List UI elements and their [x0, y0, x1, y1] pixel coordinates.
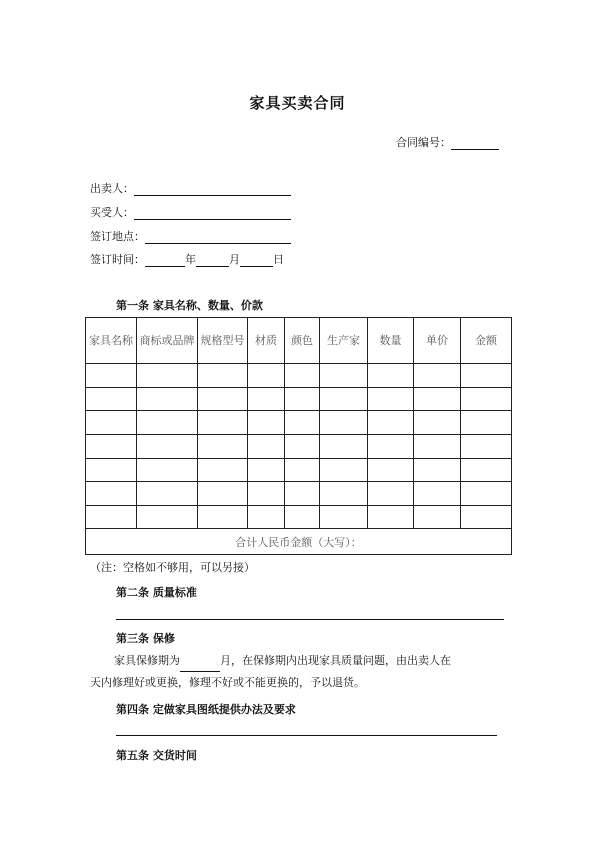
table-cell[interactable]: [137, 505, 198, 529]
col-manufacturer: 生产家: [320, 318, 368, 364]
goods-table: [85, 317, 512, 555]
contract-number: [396, 134, 499, 150]
article4-blank-line[interactable]: [116, 735, 497, 736]
total-label[interactable]: 合计人民币金额（大写）：: [86, 529, 512, 555]
col-spec: 规格型号: [198, 318, 248, 364]
table-cell[interactable]: [368, 364, 414, 388]
table-cell[interactable]: [248, 434, 285, 458]
article4-heading: 第四条 定做家具图纸提供办法及要求: [116, 703, 296, 716]
table-row: [86, 482, 512, 506]
table-cell[interactable]: [461, 482, 512, 506]
table-cell[interactable]: [285, 458, 320, 482]
table-cell[interactable]: [285, 364, 320, 388]
table-cell[interactable]: [368, 505, 414, 529]
article3-text-a: 家具保修期为: [114, 654, 180, 667]
place-label: 签订地点：: [90, 230, 145, 243]
contract-number-label: 合同编号：: [396, 136, 451, 149]
col-material: 材质: [248, 318, 285, 364]
table-cell[interactable]: [285, 505, 320, 529]
table-cell[interactable]: [320, 434, 368, 458]
table-cell[interactable]: [86, 387, 137, 411]
table-cell[interactable]: [461, 505, 512, 529]
col-unit-price: 单价: [414, 318, 461, 364]
table-row: [86, 458, 512, 482]
table-cell[interactable]: [461, 458, 512, 482]
table-cell[interactable]: [285, 434, 320, 458]
buyer-field: [90, 204, 291, 220]
table-cell[interactable]: [137, 434, 198, 458]
table-cell[interactable]: [285, 387, 320, 411]
buyer-blank[interactable]: [134, 207, 291, 220]
year-blank[interactable]: [145, 254, 185, 267]
table-cell[interactable]: [86, 434, 137, 458]
table-cell[interactable]: [320, 387, 368, 411]
col-color: 颜色: [285, 318, 320, 364]
table-cell[interactable]: [248, 387, 285, 411]
table-cell[interactable]: [86, 411, 137, 435]
month-label: 月: [229, 253, 240, 266]
article2-blank-line[interactable]: [116, 619, 504, 620]
table-row: [86, 411, 512, 435]
table-cell[interactable]: [368, 482, 414, 506]
table-cell[interactable]: [248, 411, 285, 435]
total-row: [86, 529, 512, 555]
table-cell[interactable]: [86, 482, 137, 506]
table-cell[interactable]: [198, 364, 248, 388]
table-cell[interactable]: [414, 387, 461, 411]
table-cell[interactable]: [414, 482, 461, 506]
table-cell[interactable]: [137, 482, 198, 506]
contract-number-blank[interactable]: [451, 137, 499, 150]
table-cell[interactable]: [86, 505, 137, 529]
table-cell[interactable]: [414, 434, 461, 458]
table-cell[interactable]: [137, 458, 198, 482]
table-cell[interactable]: [137, 387, 198, 411]
article5-heading: 第五条 交货时间: [116, 749, 197, 762]
seller-blank[interactable]: [134, 183, 291, 196]
table-cell[interactable]: [368, 387, 414, 411]
table-cell[interactable]: [461, 434, 512, 458]
table-cell[interactable]: [320, 411, 368, 435]
table-cell[interactable]: [137, 364, 198, 388]
article3-text: [90, 650, 508, 694]
article2-heading: 第二条 质量标准: [116, 586, 197, 599]
table-cell[interactable]: [86, 458, 137, 482]
place-field: [90, 228, 291, 244]
time-field: [90, 251, 284, 267]
table-note: （注：空格如不够用，可以另接）: [90, 561, 255, 574]
year-label: 年: [185, 253, 196, 266]
table-cell[interactable]: [198, 505, 248, 529]
col-brand: 商标或品牌: [137, 318, 198, 364]
table-cell[interactable]: [248, 505, 285, 529]
month-blank[interactable]: [196, 254, 229, 267]
article3-text-b: 月，在保修期内出现家具质量问题，由出卖人在: [220, 654, 451, 667]
table-cell[interactable]: [198, 458, 248, 482]
article3-text-c: 天内修理好或更换，修理不好或不能更换的，予以退货。: [90, 676, 365, 689]
table-cell[interactable]: [285, 482, 320, 506]
table-cell[interactable]: [320, 482, 368, 506]
place-blank[interactable]: [145, 231, 291, 244]
table-cell[interactable]: [285, 411, 320, 435]
table-row: [86, 505, 512, 529]
table-cell[interactable]: [248, 482, 285, 506]
table-cell[interactable]: [368, 411, 414, 435]
table-cell[interactable]: [248, 364, 285, 388]
table-cell[interactable]: [368, 434, 414, 458]
seller-label: 出卖人：: [90, 182, 134, 195]
table-cell[interactable]: [461, 411, 512, 435]
table-cell[interactable]: [198, 411, 248, 435]
table-cell[interactable]: [86, 364, 137, 388]
seller-field: [90, 180, 291, 196]
table-cell[interactable]: [368, 458, 414, 482]
day-label: 日: [273, 253, 284, 266]
table-cell[interactable]: [320, 458, 368, 482]
table-cell[interactable]: [414, 364, 461, 388]
col-quantity: 数量: [368, 318, 414, 364]
table-cell[interactable]: [461, 387, 512, 411]
table-row: [86, 387, 512, 411]
table-cell[interactable]: [198, 482, 248, 506]
col-amount: 金额: [461, 318, 512, 364]
table-cell[interactable]: [414, 411, 461, 435]
day-blank[interactable]: [240, 254, 273, 267]
table-cell[interactable]: [137, 411, 198, 435]
table-row: [86, 364, 512, 388]
table-cell[interactable]: [414, 458, 461, 482]
time-label: 签订时间：: [90, 253, 145, 266]
article3-heading: 第三条 保修: [116, 632, 175, 645]
table-cell[interactable]: [461, 364, 512, 388]
table-cell[interactable]: [248, 458, 285, 482]
col-name: 家具名称: [86, 318, 137, 364]
table-cell[interactable]: [320, 364, 368, 388]
table-cell[interactable]: [414, 505, 461, 529]
page-title: 家具买卖合同: [249, 94, 346, 112]
buyer-label: 买受人：: [90, 206, 134, 219]
table-cell[interactable]: [198, 434, 248, 458]
table-cell[interactable]: [198, 387, 248, 411]
warranty-months-blank[interactable]: [180, 658, 220, 672]
table-row: [86, 434, 512, 458]
article1-heading: 第一条 家具名称、数量、价款: [116, 299, 263, 312]
table-cell[interactable]: [320, 505, 368, 529]
